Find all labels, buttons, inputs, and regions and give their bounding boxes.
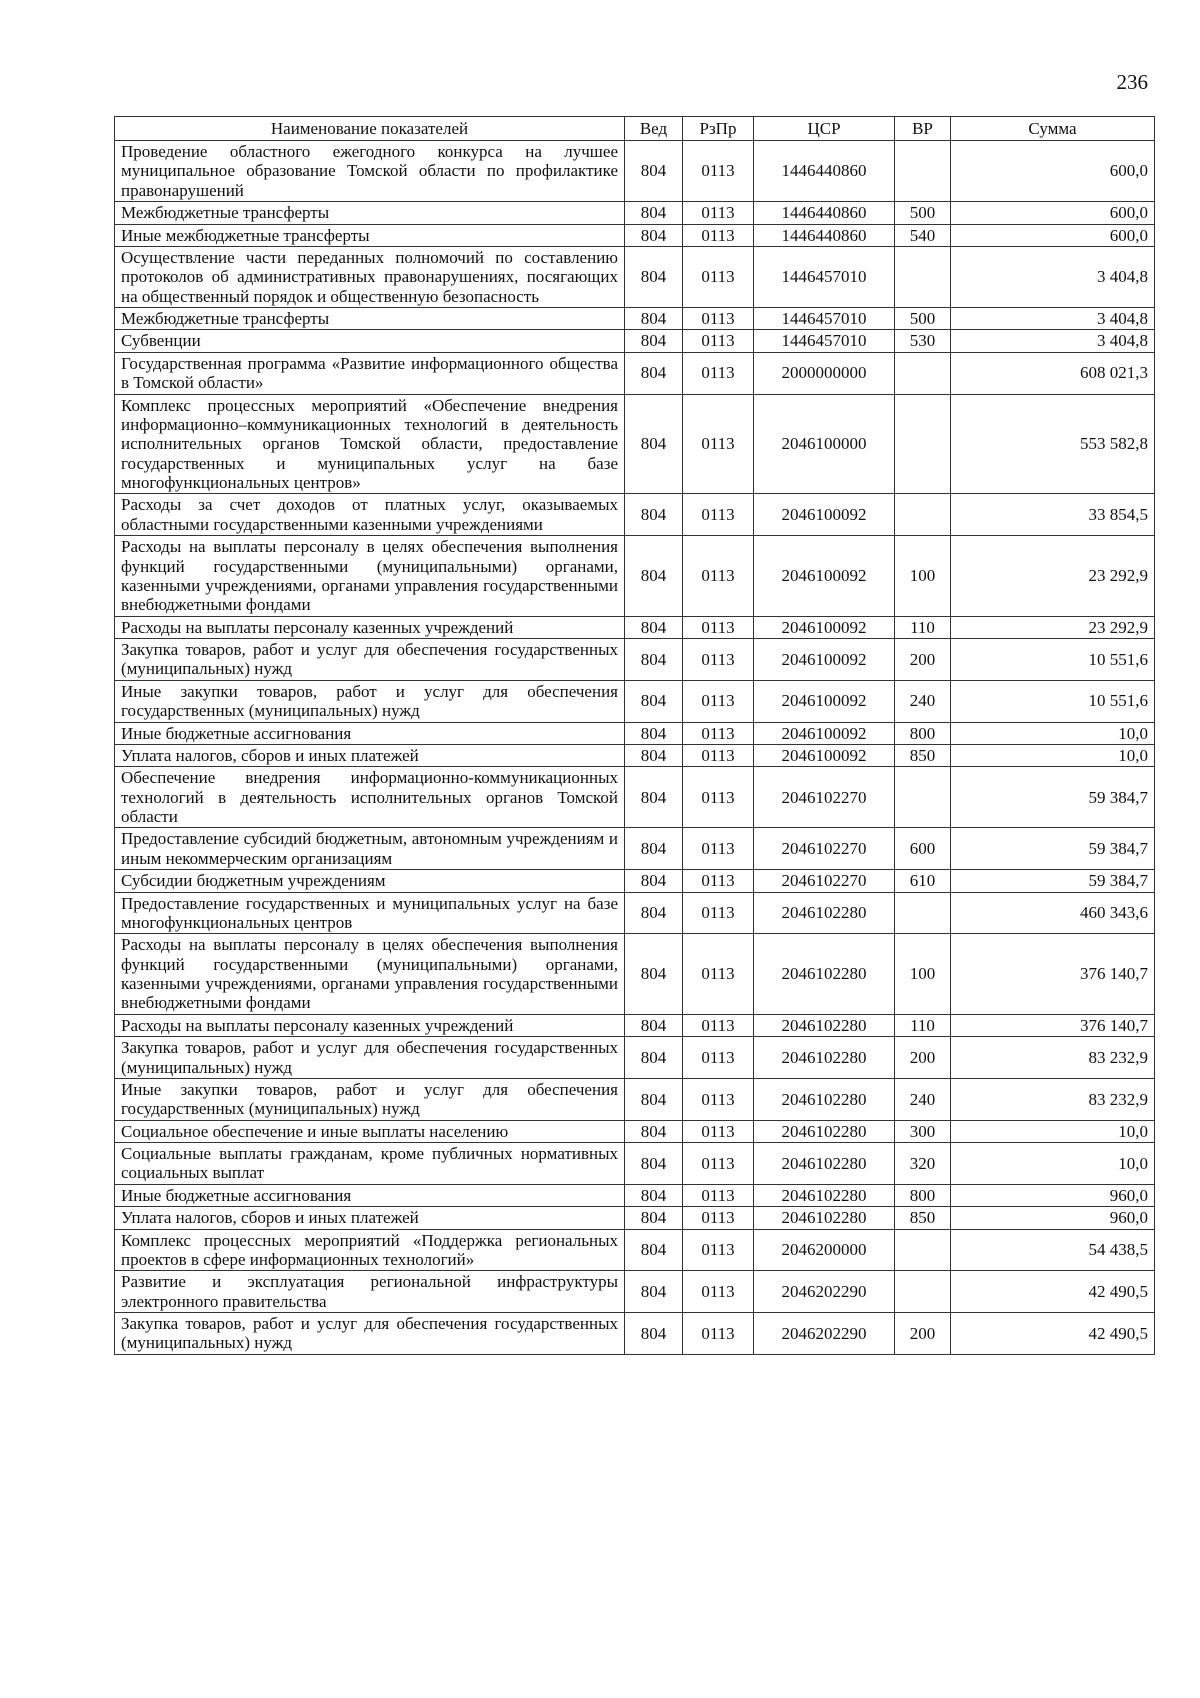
table-row [115, 616, 1155, 638]
row-rzpr: 0113 [683, 892, 754, 934]
row-rzpr: 0113 [683, 639, 754, 681]
row-sum: 59 384,7 [951, 767, 1155, 828]
row-rzpr: 0113 [683, 1184, 754, 1206]
row-name: Расходы на выплаты персоналу казенных учреждений [115, 616, 625, 638]
row-sum: 10,0 [951, 744, 1155, 766]
row-name: Субвенции [115, 330, 625, 352]
row-vr: 200 [895, 639, 951, 681]
table-row [115, 1207, 1155, 1229]
row-csr: 1446457010 [754, 308, 895, 330]
row-ved: 804 [625, 141, 683, 202]
row-csr: 1446457010 [754, 246, 895, 307]
row-vr: 800 [895, 722, 951, 744]
row-sum: 83 232,9 [951, 1037, 1155, 1079]
row-ved: 804 [625, 616, 683, 638]
row-csr: 2046102280 [754, 892, 895, 934]
row-vr: 200 [895, 1313, 951, 1355]
table-row [115, 870, 1155, 892]
row-vr [895, 352, 951, 394]
row-vr [895, 246, 951, 307]
row-rzpr: 0113 [683, 722, 754, 744]
row-rzpr: 0113 [683, 330, 754, 352]
row-csr: 2000000000 [754, 352, 895, 394]
row-csr: 2046202290 [754, 1313, 895, 1355]
row-vr: 500 [895, 308, 951, 330]
table-row [115, 1014, 1155, 1036]
row-ved: 804 [625, 1207, 683, 1229]
row-rzpr: 0113 [683, 1229, 754, 1271]
row-sum: 10 551,6 [951, 639, 1155, 681]
table-row [115, 1078, 1155, 1120]
row-rzpr: 0113 [683, 308, 754, 330]
row-name: Расходы на выплаты персоналу в целях обеспечения выполнения функций государственными (муниципальными) органами, казенными учреждениями, органами управления государственными внебюджетными фондами [115, 934, 625, 1015]
row-sum: 553 582,8 [951, 394, 1155, 494]
row-ved: 804 [625, 870, 683, 892]
row-name: Обеспечение внедрения информационно-коммуникационных технологий в деятельность исполнительных органов Томской области [115, 767, 625, 828]
table-row [115, 1313, 1155, 1355]
page-number: 236 [1116, 70, 1148, 94]
row-vr: 600 [895, 828, 951, 870]
table-row [115, 767, 1155, 828]
table-header-row [115, 117, 1155, 141]
row-csr: 2046100092 [754, 536, 895, 617]
row-vr: 100 [895, 536, 951, 617]
row-name: Иные бюджетные ассигнования [115, 722, 625, 744]
row-ved: 804 [625, 330, 683, 352]
row-vr: 100 [895, 934, 951, 1015]
row-name: Межбюджетные трансферты [115, 308, 625, 330]
row-ved: 804 [625, 828, 683, 870]
row-vr [895, 767, 951, 828]
row-sum: 10,0 [951, 1120, 1155, 1142]
row-ved: 804 [625, 352, 683, 394]
row-sum: 600,0 [951, 224, 1155, 246]
row-csr: 2046202290 [754, 1271, 895, 1313]
row-sum: 59 384,7 [951, 870, 1155, 892]
row-sum: 83 232,9 [951, 1078, 1155, 1120]
row-sum: 460 343,6 [951, 892, 1155, 934]
row-csr: 1446457010 [754, 330, 895, 352]
row-vr [895, 1229, 951, 1271]
table-row [115, 330, 1155, 352]
row-sum: 54 438,5 [951, 1229, 1155, 1271]
row-name: Комплекс процессных мероприятий «Поддержка региональных проектов в сфере информационных технологий» [115, 1229, 625, 1271]
row-sum: 10,0 [951, 722, 1155, 744]
row-name: Осуществление части переданных полномочий по составлению протоколов об административных правонарушениях, посягающих на общественный порядок и общественную безопасность [115, 246, 625, 307]
row-vr: 530 [895, 330, 951, 352]
row-csr: 2046102280 [754, 934, 895, 1015]
row-vr [895, 494, 951, 536]
table-row [115, 639, 1155, 681]
header-rzpr: РзПр [683, 117, 754, 141]
row-csr: 2046102280 [754, 1207, 895, 1229]
row-name: Социальное обеспечение и иные выплаты населению [115, 1120, 625, 1142]
row-rzpr: 0113 [683, 870, 754, 892]
row-sum: 10,0 [951, 1143, 1155, 1185]
row-name: Субсидии бюджетным учреждениям [115, 870, 625, 892]
row-name: Развитие и эксплуатация региональной инфраструктуры электронного правительства [115, 1271, 625, 1313]
row-sum: 42 490,5 [951, 1313, 1155, 1355]
row-name: Закупка товаров, работ и услуг для обеспечения государственных (муниципальных) нужд [115, 639, 625, 681]
row-ved: 804 [625, 536, 683, 617]
row-rzpr: 0113 [683, 494, 754, 536]
row-name: Предоставление государственных и муниципальных услуг на базе многофункциональных центров [115, 892, 625, 934]
row-ved: 804 [625, 1143, 683, 1185]
table-row [115, 1143, 1155, 1185]
row-vr: 850 [895, 744, 951, 766]
row-csr: 2046100092 [754, 722, 895, 744]
row-rzpr: 0113 [683, 394, 754, 494]
header-sum: Сумма [951, 117, 1155, 141]
row-csr: 2046100092 [754, 680, 895, 722]
row-csr: 2046102280 [754, 1184, 895, 1206]
row-vr [895, 141, 951, 202]
row-sum: 3 404,8 [951, 330, 1155, 352]
row-csr: 2046100000 [754, 394, 895, 494]
table-row [115, 1184, 1155, 1206]
row-ved: 804 [625, 744, 683, 766]
table-row [115, 308, 1155, 330]
row-rzpr: 0113 [683, 141, 754, 202]
table-row [115, 246, 1155, 307]
row-vr: 110 [895, 616, 951, 638]
row-name: Иные бюджетные ассигнования [115, 1184, 625, 1206]
row-ved: 804 [625, 934, 683, 1015]
table-row [115, 1271, 1155, 1313]
row-rzpr: 0113 [683, 744, 754, 766]
row-csr: 2046100092 [754, 744, 895, 766]
row-name: Расходы на выплаты персоналу казенных учреждений [115, 1014, 625, 1036]
row-rzpr: 0113 [683, 616, 754, 638]
row-vr: 240 [895, 1078, 951, 1120]
row-csr: 2046100092 [754, 639, 895, 681]
table-row [115, 494, 1155, 536]
row-vr: 200 [895, 1037, 951, 1079]
row-rzpr: 0113 [683, 1014, 754, 1036]
row-vr: 800 [895, 1184, 951, 1206]
row-ved: 804 [625, 1184, 683, 1206]
table-row [115, 352, 1155, 394]
row-ved: 804 [625, 722, 683, 744]
row-rzpr: 0113 [683, 536, 754, 617]
row-ved: 804 [625, 680, 683, 722]
row-csr: 2046102280 [754, 1143, 895, 1185]
row-name: Иные межбюджетные трансферты [115, 224, 625, 246]
row-name: Социальные выплаты гражданам, кроме публичных нормативных социальных выплат [115, 1143, 625, 1185]
row-sum: 960,0 [951, 1207, 1155, 1229]
table-row [115, 744, 1155, 766]
row-vr: 540 [895, 224, 951, 246]
row-ved: 804 [625, 767, 683, 828]
row-sum: 600,0 [951, 202, 1155, 224]
table-row [115, 202, 1155, 224]
row-vr: 320 [895, 1143, 951, 1185]
row-sum: 960,0 [951, 1184, 1155, 1206]
row-rzpr: 0113 [683, 1271, 754, 1313]
header-csr: ЦСР [754, 117, 895, 141]
table-row [115, 828, 1155, 870]
row-csr: 1446440860 [754, 141, 895, 202]
row-rzpr: 0113 [683, 1078, 754, 1120]
row-rzpr: 0113 [683, 680, 754, 722]
header-name: Наименование показателей [115, 117, 625, 141]
row-csr: 2046102280 [754, 1120, 895, 1142]
row-name: Комплекс процессных мероприятий «Обеспечение внедрения информационно–коммуникационных технологий в деятельность исполнительных органов Томской области, предоставление государственных и муниципальных услуг на базе многофункциональных центров» [115, 394, 625, 494]
row-vr: 500 [895, 202, 951, 224]
row-name: Межбюджетные трансферты [115, 202, 625, 224]
row-csr: 2046102270 [754, 767, 895, 828]
row-csr: 2046102270 [754, 828, 895, 870]
row-sum: 3 404,8 [951, 246, 1155, 307]
row-vr: 110 [895, 1014, 951, 1036]
row-ved: 804 [625, 394, 683, 494]
row-csr: 2046100092 [754, 494, 895, 536]
row-name: Иные закупки товаров, работ и услуг для обеспечения государственных (муниципальных) нужд [115, 680, 625, 722]
row-sum: 23 292,9 [951, 536, 1155, 617]
table-row [115, 1229, 1155, 1271]
row-sum: 608 021,3 [951, 352, 1155, 394]
header-vr: ВР [895, 117, 951, 141]
row-csr: 1446440860 [754, 224, 895, 246]
row-ved: 804 [625, 246, 683, 307]
row-vr: 240 [895, 680, 951, 722]
row-name: Предоставление субсидий бюджетным, автономным учреждениям и иным некоммерческим организациям [115, 828, 625, 870]
table-row [115, 224, 1155, 246]
row-csr: 2046102280 [754, 1014, 895, 1036]
row-csr: 2046100092 [754, 616, 895, 638]
row-rzpr: 0113 [683, 202, 754, 224]
table-row [115, 536, 1155, 617]
table-row [115, 1120, 1155, 1142]
row-ved: 804 [625, 1229, 683, 1271]
row-name: Уплата налогов, сборов и иных платежей [115, 744, 625, 766]
row-ved: 804 [625, 639, 683, 681]
row-ved: 804 [625, 1014, 683, 1036]
row-name: Уплата налогов, сборов и иных платежей [115, 1207, 625, 1229]
row-sum: 33 854,5 [951, 494, 1155, 536]
row-name: Проведение областного ежегодного конкурса на лучшее муниципальное образование Томской области по профилактике правонарушений [115, 141, 625, 202]
row-name: Закупка товаров, работ и услуг для обеспечения государственных (муниципальных) нужд [115, 1037, 625, 1079]
row-sum: 10 551,6 [951, 680, 1155, 722]
row-name: Расходы на выплаты персоналу в целях обеспечения выполнения функций государственными (муниципальными) органами, казенными учреждениями, органами управления государственными внебюджетными фондами [115, 536, 625, 617]
row-sum: 23 292,9 [951, 616, 1155, 638]
row-name: Расходы за счет доходов от платных услуг, оказываемых областными государственными казенными учреждениями [115, 494, 625, 536]
row-vr: 300 [895, 1120, 951, 1142]
row-rzpr: 0113 [683, 828, 754, 870]
row-ved: 804 [625, 1120, 683, 1142]
table-row [115, 394, 1155, 494]
table-row [115, 892, 1155, 934]
table-row [115, 934, 1155, 1015]
row-sum: 376 140,7 [951, 934, 1155, 1015]
row-csr: 2046102280 [754, 1078, 895, 1120]
table-row [115, 722, 1155, 744]
row-name: Иные закупки товаров, работ и услуг для обеспечения государственных (муниципальных) нужд [115, 1078, 625, 1120]
row-vr: 610 [895, 870, 951, 892]
row-ved: 804 [625, 224, 683, 246]
row-sum: 600,0 [951, 141, 1155, 202]
row-csr: 2046200000 [754, 1229, 895, 1271]
row-csr: 1446440860 [754, 202, 895, 224]
row-rzpr: 0113 [683, 352, 754, 394]
row-vr [895, 892, 951, 934]
row-rzpr: 0113 [683, 1120, 754, 1142]
row-rzpr: 0113 [683, 1037, 754, 1079]
row-sum: 376 140,7 [951, 1014, 1155, 1036]
row-ved: 804 [625, 1078, 683, 1120]
row-ved: 804 [625, 494, 683, 536]
row-ved: 804 [625, 1271, 683, 1313]
row-sum: 59 384,7 [951, 828, 1155, 870]
row-name: Закупка товаров, работ и услуг для обеспечения государственных (муниципальных) нужд [115, 1313, 625, 1355]
row-ved: 804 [625, 202, 683, 224]
row-sum: 3 404,8 [951, 308, 1155, 330]
row-ved: 804 [625, 1313, 683, 1355]
row-csr: 2046102280 [754, 1037, 895, 1079]
row-rzpr: 0113 [683, 934, 754, 1015]
row-ved: 804 [625, 892, 683, 934]
row-name: Государственная программа «Развитие информационного общества в Томской области» [115, 352, 625, 394]
row-rzpr: 0113 [683, 767, 754, 828]
table-row [115, 680, 1155, 722]
row-vr [895, 394, 951, 494]
row-rzpr: 0113 [683, 1143, 754, 1185]
table-row [115, 141, 1155, 202]
row-vr: 850 [895, 1207, 951, 1229]
table-body [115, 141, 1155, 1355]
row-rzpr: 0113 [683, 1313, 754, 1355]
row-rzpr: 0113 [683, 246, 754, 307]
row-rzpr: 0113 [683, 224, 754, 246]
row-vr [895, 1271, 951, 1313]
table-row [115, 1037, 1155, 1079]
budget-table [114, 116, 1155, 1355]
row-ved: 804 [625, 1037, 683, 1079]
row-sum: 42 490,5 [951, 1271, 1155, 1313]
row-ved: 804 [625, 308, 683, 330]
row-rzpr: 0113 [683, 1207, 754, 1229]
header-ved: Вед [625, 117, 683, 141]
row-csr: 2046102270 [754, 870, 895, 892]
